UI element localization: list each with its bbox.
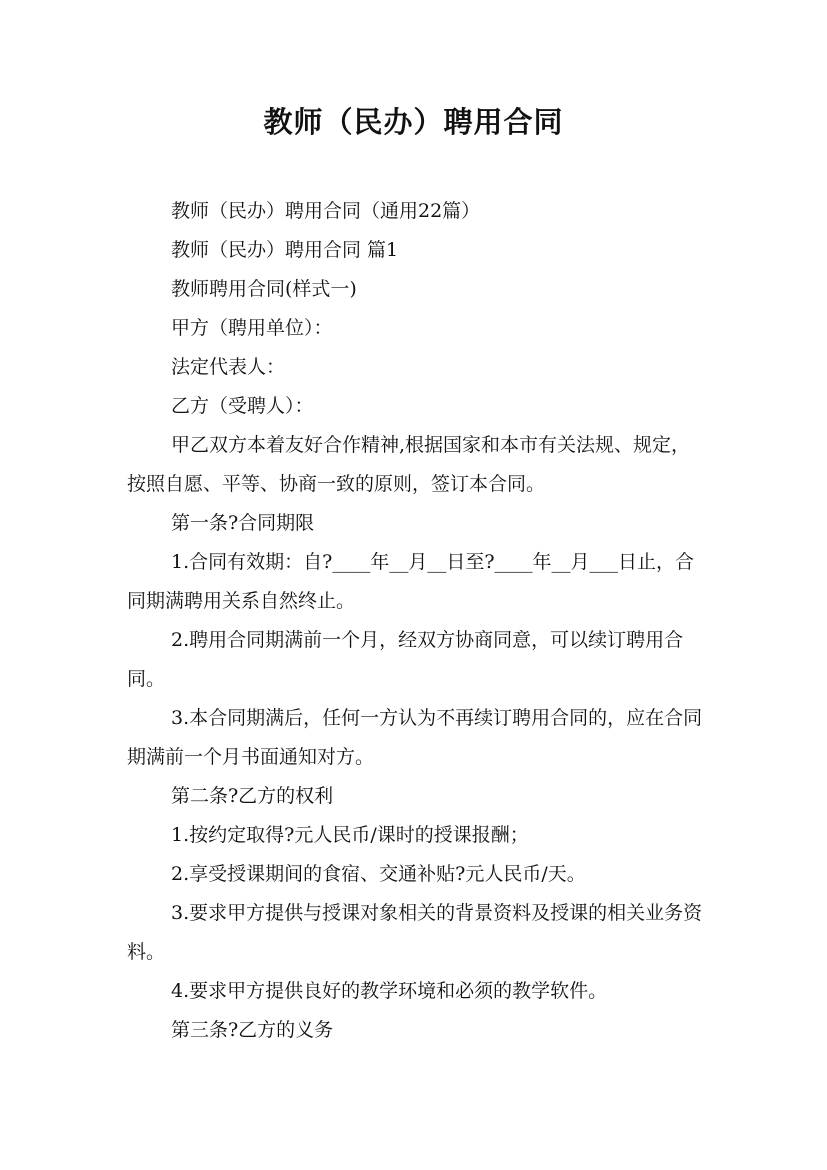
- document-title: 教师（民办）聘用合同: [263, 105, 564, 139]
- paragraph-sample-title: 教师聘用合同(样式一): [171, 278, 357, 300]
- paragraph-clause-2-item-1: 1.按约定取得?元人民币/课时的授课报酬；: [171, 824, 529, 846]
- paragraph-clause-1-item-1: 1.合同有效期：自?____年__月__日至?____年__月___日止，合同期满聘用关系自然终止。: [127, 551, 695, 612]
- paragraph-collection-title: 教师（民办）聘用合同（通用22篇）: [171, 200, 481, 222]
- paragraph-clause-2-item-2: 2.享受授课期间的食宿、交通补贴?元人民币/天。: [171, 863, 586, 885]
- paragraph-clause-1-item-2: 2.聘用合同期满前一个月，经双方协商同意，可以续订聘用合同。: [127, 629, 684, 690]
- paragraph-clause-2-item-3: 3.要求甲方提供与授课对象相关的背景资料及授课的相关业务资料。: [127, 902, 703, 963]
- paragraph-article-heading: 教师（民办）聘用合同 篇1: [171, 239, 399, 261]
- paragraph-clause-3-heading: 第三条?乙方的义务: [171, 1019, 334, 1041]
- paragraph-clause-1-heading: 第一条?合同期限: [171, 512, 315, 534]
- paragraph-party-b: 乙方（受聘人）：: [171, 395, 314, 417]
- paragraph-clause-2-heading: 第二条?乙方的权利: [171, 785, 334, 807]
- document-body: [127, 192, 707, 1050]
- paragraph-legal-representative: 法定代表人：: [171, 356, 286, 378]
- paragraph-clause-1-item-3: 3.本合同期满后，任何一方认为不再续订聘用合同的，应在合同期满前一个月书面通知对方。: [127, 707, 703, 768]
- paragraph-party-a: 甲方（聘用单位）：: [171, 317, 333, 339]
- paragraph-clause-2-item-4: 4.要求甲方提供良好的教学环境和必须的教学软件。: [171, 980, 608, 1002]
- paragraph-preamble: 甲乙双方本着友好合作精神,根据国家和本市有关法规、规定，按照自愿、平等、协商一致的原则，签订本合同。: [127, 434, 691, 495]
